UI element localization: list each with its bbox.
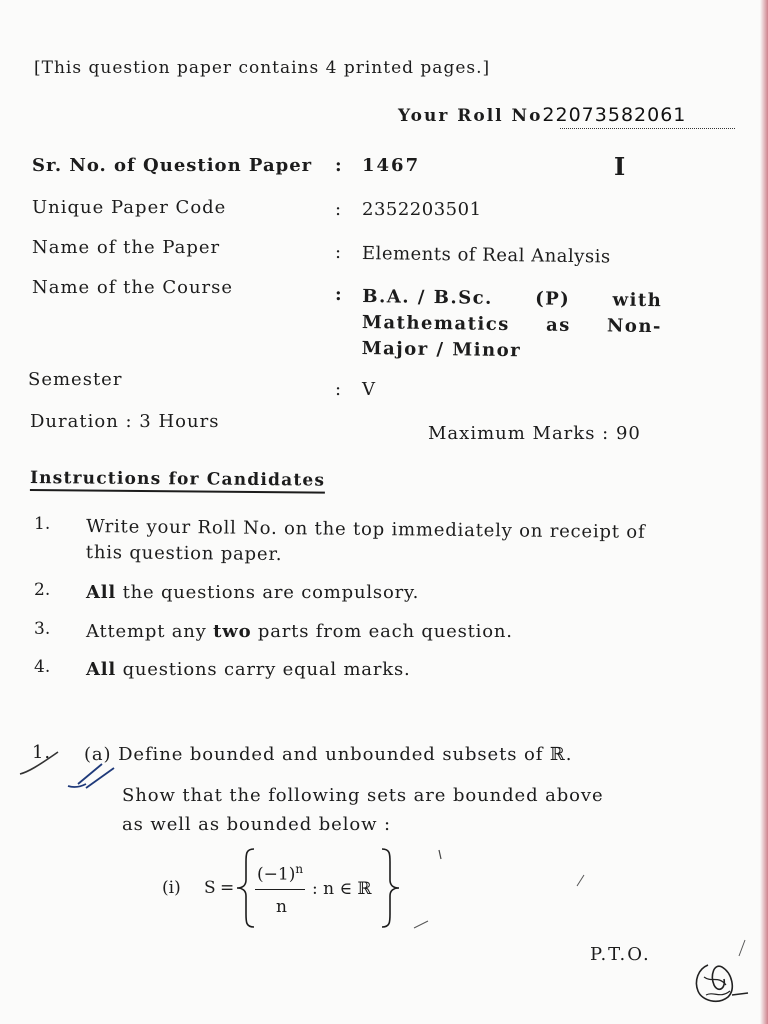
roll-number: 22073582061 bbox=[542, 104, 687, 126]
colon-code: : bbox=[335, 199, 342, 220]
stray-mark-icon bbox=[412, 918, 432, 930]
course-with: with bbox=[612, 289, 663, 312]
course-non: Non- bbox=[606, 315, 663, 338]
semester-label: Semester bbox=[28, 369, 123, 390]
semester-value: V bbox=[362, 379, 376, 400]
paper-name-value: Elements of Real Analysis bbox=[361, 243, 611, 268]
instructions-title: Instructions for Candidates bbox=[30, 468, 325, 494]
paper-code-label: Unique Paper Code bbox=[32, 197, 227, 218]
duration: Duration : 3 Hours bbox=[30, 411, 220, 432]
instruction-3-text bbox=[86, 619, 513, 645]
instruction-2-rest: the questions are compulsory. bbox=[116, 582, 420, 603]
instruction-1-number: 1. bbox=[34, 514, 51, 534]
sr-no-label: Sr. No. of Question Paper bbox=[32, 155, 313, 176]
page-edge-shadow bbox=[760, 0, 768, 1024]
roll-label: Your Roll No bbox=[398, 106, 543, 126]
course-as: as bbox=[545, 314, 571, 336]
formula-equals: = bbox=[220, 878, 235, 898]
printed-pages-note: [This question paper contains 4 printed pages.] bbox=[34, 58, 491, 78]
sr-no-value: 1467 bbox=[362, 155, 421, 176]
instruction-3-bold: two bbox=[213, 621, 252, 642]
max-marks: Maximum Marks : 90 bbox=[428, 423, 641, 444]
question-1-number: 1. bbox=[32, 742, 51, 763]
paper-name-label: Name of the Paper bbox=[32, 237, 221, 258]
instruction-3-pre: Attempt any bbox=[86, 621, 214, 642]
colon-course: : bbox=[335, 284, 342, 305]
pto-label: P.T.O. bbox=[590, 944, 651, 965]
paper-code-value: 2352203501 bbox=[362, 199, 482, 220]
instruction-3-rest: parts from each question. bbox=[251, 621, 513, 642]
left-brace-icon bbox=[232, 846, 258, 930]
formula-denominator: n bbox=[276, 897, 287, 917]
formula-numerator bbox=[257, 862, 303, 885]
instruction-4-bold: All bbox=[86, 659, 117, 680]
course-subject: Mathematics bbox=[361, 312, 511, 336]
course-value bbox=[361, 284, 662, 366]
handwritten-tick-icon bbox=[18, 744, 128, 804]
instruction-1-text: Write your Roll No. on the top immediately on receipt of this question paper. bbox=[85, 516, 646, 566]
question-1a-line-3: as well as bounded below : bbox=[122, 814, 392, 835]
colon-sr: : bbox=[335, 155, 342, 176]
instruction-2-text bbox=[86, 580, 419, 606]
roll-dotted-line bbox=[560, 128, 735, 129]
course-line-3: Major / Minor bbox=[361, 337, 522, 362]
course-degree: B.A. / B.Sc. bbox=[362, 286, 494, 309]
instruction-4-number: 4. bbox=[34, 657, 51, 677]
stray-mark-icon bbox=[574, 872, 588, 888]
instruction-4-text bbox=[86, 657, 411, 683]
question-1a-line-2: Show that the following sets are bounded above bbox=[122, 785, 604, 806]
colon-paper: : bbox=[335, 242, 342, 263]
instruction-2-bold: All bbox=[86, 582, 117, 603]
formula-numerator-base: (−1) bbox=[257, 864, 296, 885]
formula-condition: : n ∈ ℝ bbox=[312, 879, 372, 899]
colon-semester: : bbox=[335, 379, 342, 400]
formula-set-name: S bbox=[204, 878, 216, 898]
right-brace-icon bbox=[378, 846, 404, 930]
instruction-2-number: 2. bbox=[34, 580, 51, 600]
course-label: Name of the Course bbox=[32, 277, 234, 298]
signature-icon bbox=[688, 955, 752, 1011]
instruction-4-rest: questions carry equal marks. bbox=[116, 659, 411, 680]
formula-exponent: n bbox=[295, 862, 304, 876]
set-code: I bbox=[614, 152, 626, 181]
instruction-3-number: 3. bbox=[34, 619, 51, 639]
roll-number-block bbox=[398, 104, 686, 126]
stray-mark-icon bbox=[436, 848, 444, 862]
stray-mark-icon bbox=[736, 938, 748, 958]
formula-sub-label: (i) bbox=[162, 878, 181, 898]
question-1a-text: (a) Define bounded and unbounded subsets of ℝ. bbox=[84, 744, 573, 765]
fraction-bar bbox=[255, 889, 305, 890]
course-program: (P) bbox=[535, 288, 571, 310]
